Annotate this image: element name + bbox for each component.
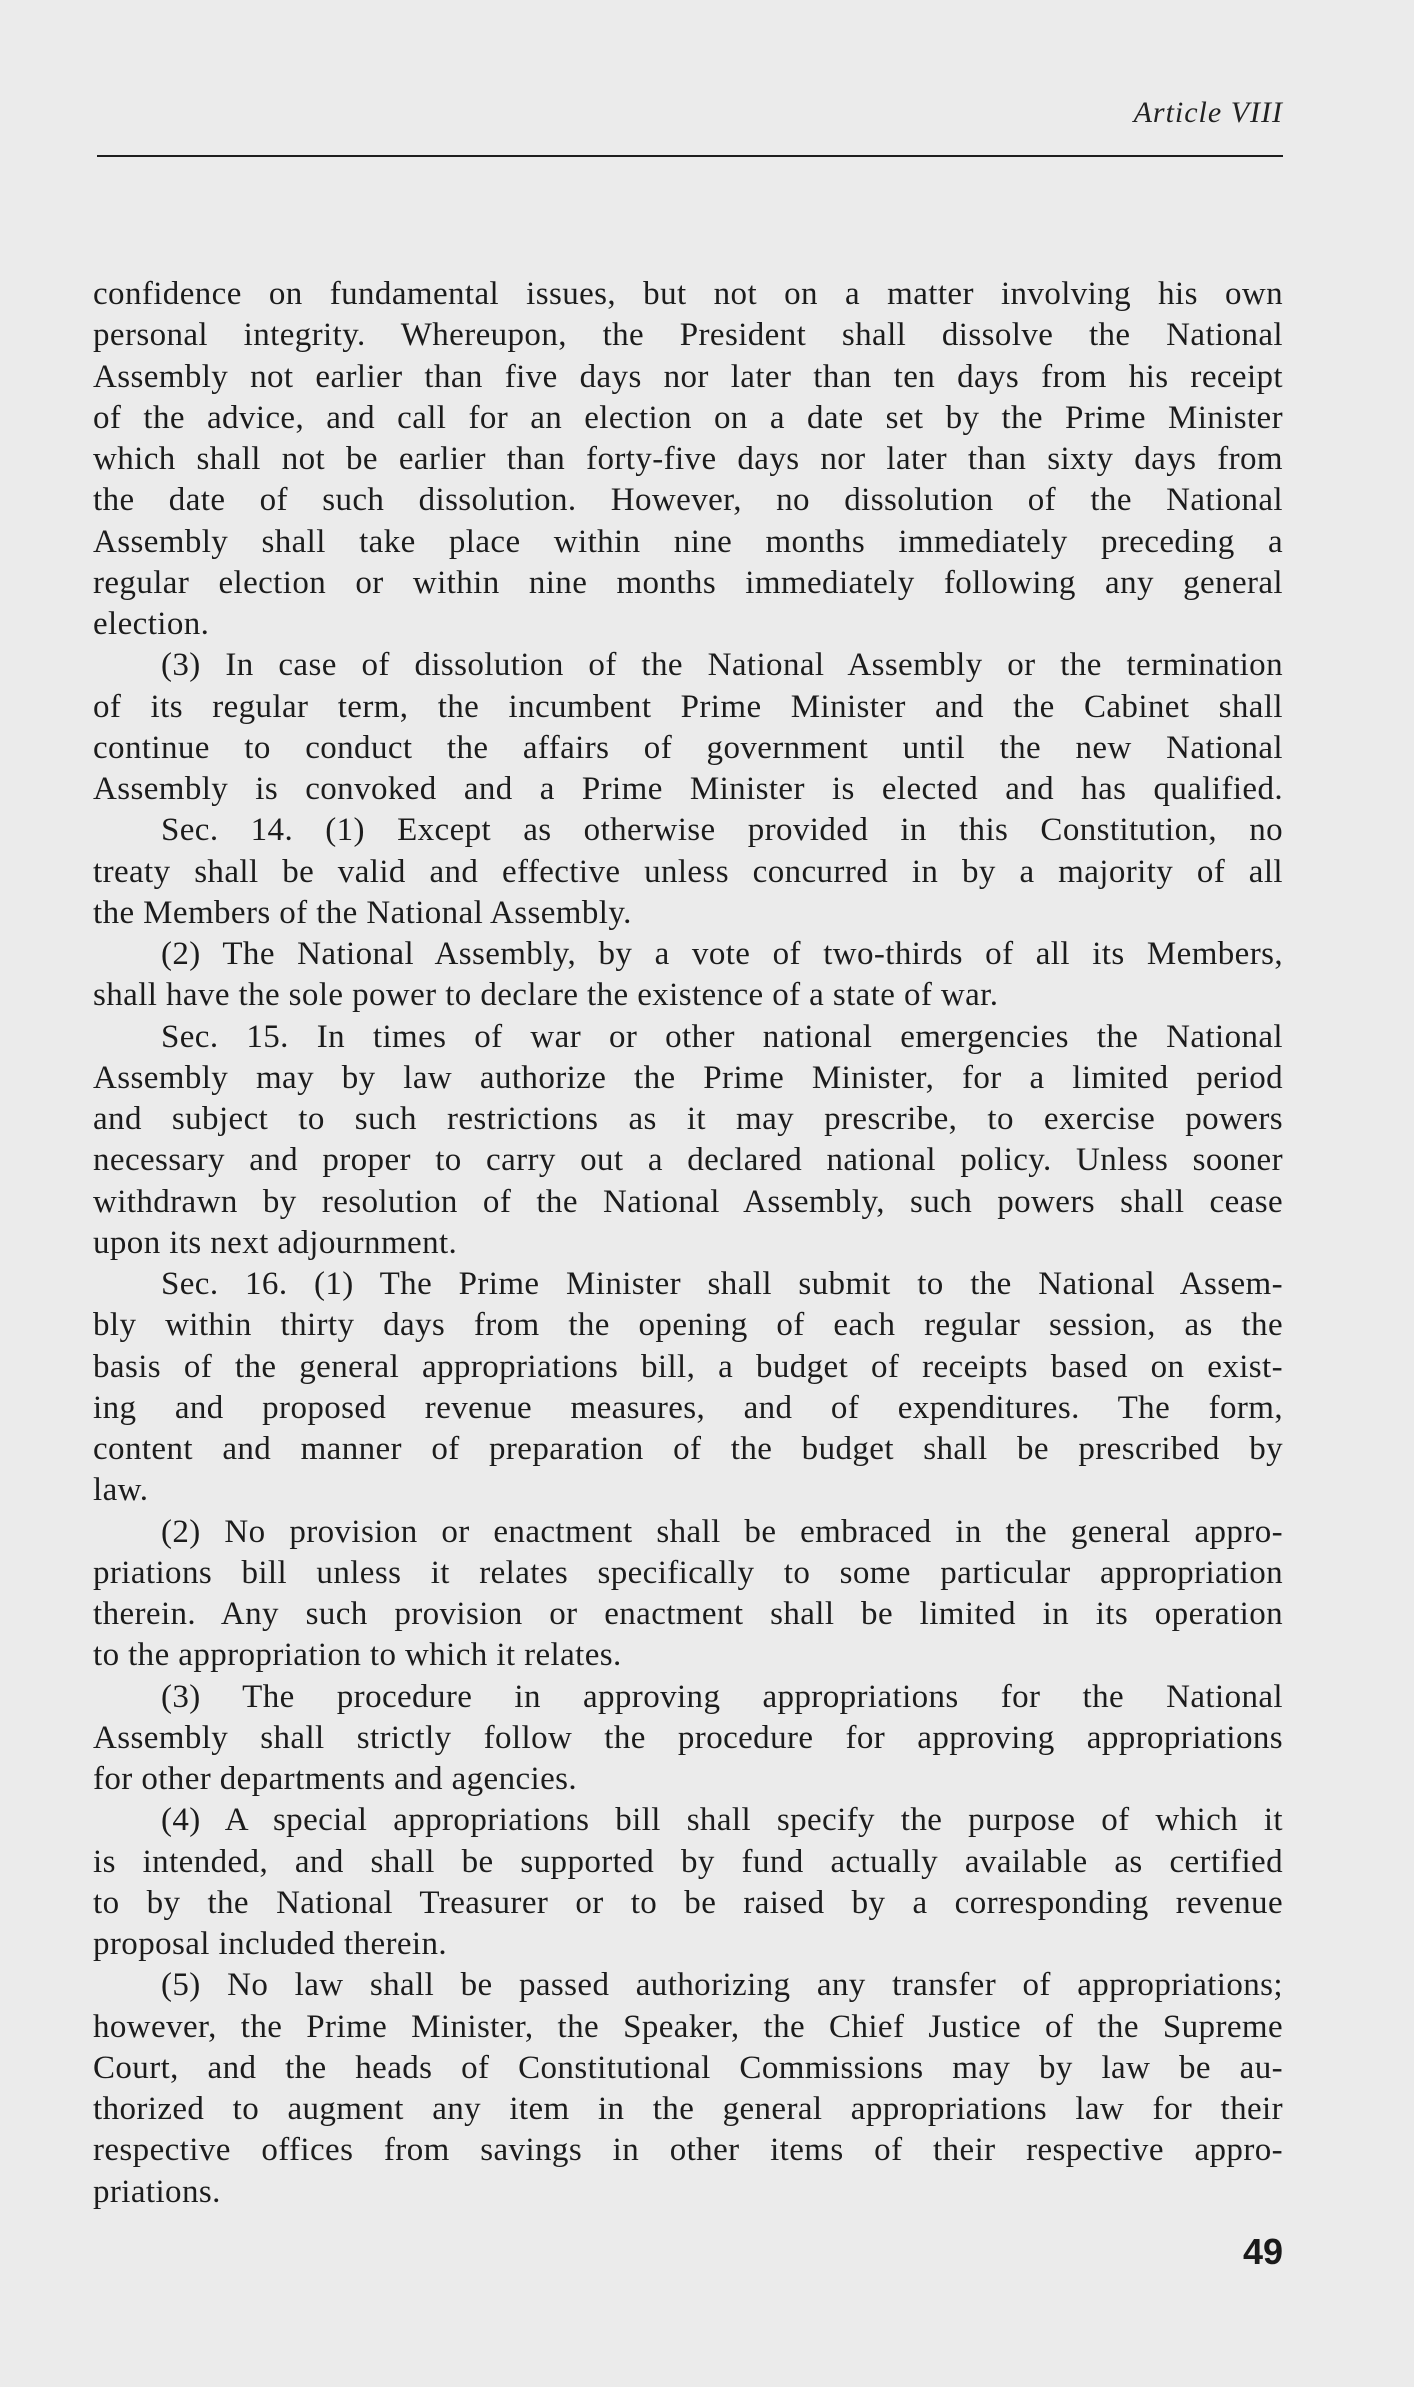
paragraph-sec-16-5	[93, 1965, 1283, 2213]
paragraph-sec-15	[93, 1017, 1283, 1265]
text-line: (3) In case of dissolution of the National Assembly or the termination	[161, 647, 1283, 684]
paragraph-sec-16-1	[93, 1264, 1283, 1512]
text-line: election.	[93, 606, 210, 642]
text-line: treaty shall be valid and effective unless concurred in by a majority of all	[93, 853, 1283, 890]
text-line: respective offices from savings in other items of their respective appro-	[93, 2132, 1283, 2169]
text-line: regular election or within nine months immediately following any general	[93, 564, 1283, 601]
paragraph-sec-14-2	[93, 934, 1283, 1017]
text-line: proposal included therein.	[93, 1926, 448, 1962]
text-line: law.	[93, 1472, 149, 1509]
paragraph-sec-16-4	[93, 1800, 1283, 1965]
text-line: personal integrity. Whereupon, the President shall dissolve the National	[93, 317, 1283, 354]
text-line: however, the Prime Minister, the Speaker, the Chief Justice of the Supreme	[93, 2008, 1283, 2045]
text-line: withdrawn by resolution of the National Assembly, such powers shall cease	[93, 1183, 1283, 1220]
text-line: the date of such dissolution. However, no dissolution of the National	[93, 482, 1283, 519]
text-line: Assembly shall strictly follow the procedure for approving appropriations	[93, 1719, 1283, 1756]
text-line: ing and proposed revenue measures, and of expenditures. The form,	[93, 1389, 1283, 1426]
text-line: Assembly is convoked and a Prime Minister is elected and has qualified.	[93, 771, 1283, 807]
header-rule	[97, 155, 1283, 157]
text-line: shall have the sole power to declare the existence of a state of war.	[93, 977, 999, 1014]
text-line: of its regular term, the incumbent Prime Minister and the Cabinet shall	[93, 688, 1283, 725]
text-line: Assembly may by law authorize the Prime Minister, for a limited period	[93, 1059, 1283, 1096]
text-line: of the advice, and call for an election on a date set by the Prime Minister	[93, 399, 1283, 436]
text-line: (4) A special appropriations bill shall specify the purpose of which it	[161, 1802, 1283, 1839]
text-line: necessary and proper to carry out a declared national policy. Unless sooner	[93, 1142, 1283, 1179]
text-line: bly within thirty days from the opening of each regular session, as the	[93, 1307, 1283, 1344]
text-line: (3) The procedure in approving appropriations for the National	[161, 1678, 1283, 1715]
paragraph-sec-16-3	[93, 1677, 1283, 1801]
text-line: priations.	[93, 2173, 221, 2210]
text-line: for other departments and agencies.	[93, 1761, 578, 1797]
text-line: Court, and the heads of Constitutional Commissions may by law be au-	[93, 2049, 1283, 2086]
text-line: Sec. 15. In times of war or other national emergencies the National	[161, 1018, 1283, 1055]
paragraph-continuation	[93, 274, 1283, 645]
text-line: Assembly shall take place within nine months immediately preceding a	[93, 523, 1283, 560]
text-line: Sec. 14. (1) Except as otherwise provided in this Constitution, no	[161, 812, 1283, 849]
text-line: which shall not be earlier than forty-five days nor later than sixty days from	[93, 441, 1283, 477]
text-line: is intended, and shall be supported by fund actually available as certified	[93, 1843, 1283, 1880]
text-line: upon its next adjournment.	[93, 1224, 458, 1261]
text-line: to by the National Treasurer or to be raised by a corresponding revenue	[93, 1884, 1283, 1921]
text-line: basis of the general appropriations bill, a budget of receipts based on exist-	[93, 1348, 1283, 1385]
text-line: (5) No law shall be passed authorizing any transfer of appropriations;	[161, 1967, 1283, 2004]
text-line: (2) The National Assembly, by a vote of two-thirds of all its Members,	[161, 936, 1283, 972]
text-line: Sec. 16. (1) The Prime Minister shall submit to the National Assem-	[161, 1266, 1283, 1302]
text-line: to the appropriation to which it relates.	[93, 1637, 622, 1674]
paragraph-sec-16-2	[93, 1512, 1283, 1677]
text-line: therein. Any such provision or enactment shall be limited in its operation	[93, 1596, 1283, 1632]
text-line: priations bill unless it relates specifically to some particular appropriation	[93, 1554, 1283, 1591]
text-line: (2) No provision or enactment shall be embraced in the general appro-	[161, 1513, 1283, 1550]
text-line: Assembly not earlier than five days nor later than ten days from his receipt	[93, 358, 1283, 395]
text-line: thorized to augment any item in the general appropriations law for their	[93, 2091, 1283, 2127]
page-number: 49	[1242, 2231, 1283, 2272]
text-line: and subject to such restrictions as it may prescribe, to exercise powers	[93, 1101, 1283, 1137]
paragraph-sec-13-3	[93, 645, 1283, 810]
running-head: Article VIII	[1133, 96, 1283, 129]
text-line: content and manner of preparation of the budget shall be prescribed by	[93, 1431, 1283, 1467]
text-line: continue to conduct the affairs of government until the new National	[93, 729, 1283, 766]
body-text	[93, 274, 1283, 2213]
paragraph-sec-14-1	[93, 810, 1283, 934]
text-line: the Members of the National Assembly.	[93, 894, 632, 931]
text-line: confidence on fundamental issues, but not on a matter involving his own	[93, 276, 1283, 312]
